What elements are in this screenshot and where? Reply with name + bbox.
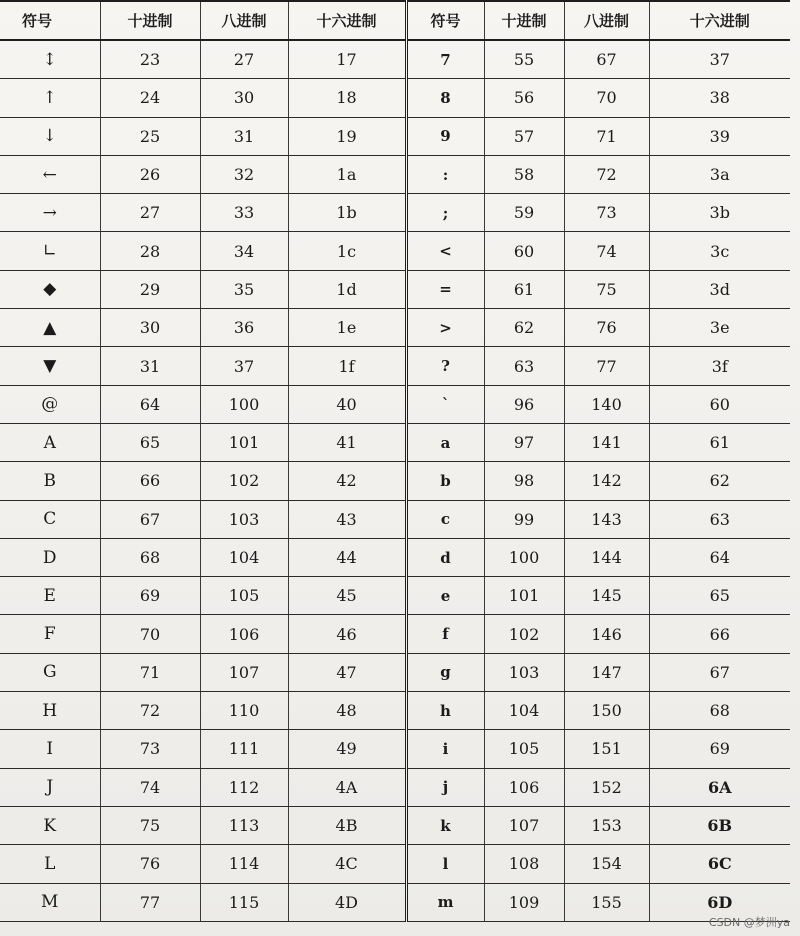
cell-dec-right: 104 bbox=[484, 692, 564, 730]
cell-oct-right: 155 bbox=[564, 883, 649, 921]
cell-sym-right: j bbox=[406, 768, 484, 806]
cell-oct-left: 37 bbox=[200, 347, 288, 385]
cell-sym-right: d bbox=[406, 538, 484, 576]
cell-hex-left: 45 bbox=[288, 577, 406, 615]
cell-oct-right: 145 bbox=[564, 577, 649, 615]
cell-sym-left: → bbox=[0, 194, 100, 232]
header-decimal-right: 十进制 bbox=[484, 1, 564, 40]
cell-sym-left: H bbox=[0, 692, 100, 730]
cell-hex-right: 39 bbox=[649, 117, 790, 155]
cell-hex-left: 1f bbox=[288, 347, 406, 385]
table-row bbox=[0, 615, 790, 653]
cell-dec-left: 64 bbox=[100, 385, 200, 423]
cell-sym-right: l bbox=[406, 845, 484, 883]
cell-hex-right: 60 bbox=[649, 385, 790, 423]
cell-dec-right: 103 bbox=[484, 653, 564, 691]
cell-sym-right: 7 bbox=[406, 40, 484, 79]
cell-hex-left: 1c bbox=[288, 232, 406, 270]
cell-hex-left: 40 bbox=[288, 385, 406, 423]
cell-sym-left: @ bbox=[0, 385, 100, 423]
cell-hex-right: 6C bbox=[649, 845, 790, 883]
header-hex-right: 十六进制 bbox=[649, 1, 790, 40]
table-row bbox=[0, 845, 790, 883]
cell-oct-left: 101 bbox=[200, 423, 288, 461]
cell-oct-right: 72 bbox=[564, 155, 649, 193]
cell-sym-left: K bbox=[0, 806, 100, 844]
cell-dec-left: 74 bbox=[100, 768, 200, 806]
table-row bbox=[0, 40, 790, 79]
table-row bbox=[0, 883, 790, 921]
cell-oct-left: 31 bbox=[200, 117, 288, 155]
cell-dec-right: 60 bbox=[484, 232, 564, 270]
cell-dec-left: 29 bbox=[100, 270, 200, 308]
cell-dec-left: 28 bbox=[100, 232, 200, 270]
cell-dec-left: 68 bbox=[100, 538, 200, 576]
cell-dec-right: 101 bbox=[484, 577, 564, 615]
cell-oct-right: 76 bbox=[564, 309, 649, 347]
cell-dec-right: 107 bbox=[484, 806, 564, 844]
cell-sym-right: h bbox=[406, 692, 484, 730]
cell-sym-right: g bbox=[406, 653, 484, 691]
table-row bbox=[0, 653, 790, 691]
cell-hex-left: 1e bbox=[288, 309, 406, 347]
cell-dec-right: 57 bbox=[484, 117, 564, 155]
cell-sym-right: ; bbox=[406, 194, 484, 232]
cell-dec-left: 67 bbox=[100, 500, 200, 538]
cell-sym-left: C bbox=[0, 500, 100, 538]
cell-sym-right: k bbox=[406, 806, 484, 844]
cell-hex-right: 37 bbox=[649, 40, 790, 79]
cell-oct-left: 100 bbox=[200, 385, 288, 423]
cell-sym-right: f bbox=[406, 615, 484, 653]
cell-hex-left: 44 bbox=[288, 538, 406, 576]
cell-hex-left: 41 bbox=[288, 423, 406, 461]
cell-dec-right: 102 bbox=[484, 615, 564, 653]
cell-sym-right: < bbox=[406, 232, 484, 270]
cell-oct-right: 153 bbox=[564, 806, 649, 844]
cell-sym-left: ← bbox=[0, 155, 100, 193]
cell-hex-left: 48 bbox=[288, 692, 406, 730]
cell-oct-left: 33 bbox=[200, 194, 288, 232]
cell-dec-left: 27 bbox=[100, 194, 200, 232]
cell-hex-right: 3c bbox=[649, 232, 790, 270]
cell-dec-left: 23 bbox=[100, 40, 200, 79]
cell-hex-left: 43 bbox=[288, 500, 406, 538]
cell-oct-right: 150 bbox=[564, 692, 649, 730]
watermark: CSDN @梦洲ya bbox=[708, 916, 790, 929]
cell-sym-right: > bbox=[406, 309, 484, 347]
cell-sym-left: ▼ bbox=[0, 347, 100, 385]
cell-hex-right: 3f bbox=[649, 347, 790, 385]
table-row bbox=[0, 500, 790, 538]
cell-hex-right: 66 bbox=[649, 615, 790, 653]
table-row bbox=[0, 806, 790, 844]
cell-oct-right: 77 bbox=[564, 347, 649, 385]
cell-hex-right: 68 bbox=[649, 692, 790, 730]
cell-dec-right: 59 bbox=[484, 194, 564, 232]
table-row bbox=[0, 423, 790, 461]
table-row bbox=[0, 194, 790, 232]
cell-oct-right: 140 bbox=[564, 385, 649, 423]
cell-sym-right: = bbox=[406, 270, 484, 308]
cell-sym-right: a bbox=[406, 423, 484, 461]
cell-sym-right: : bbox=[406, 155, 484, 193]
cell-sym-left: ∟ bbox=[0, 232, 100, 270]
cell-oct-left: 114 bbox=[200, 845, 288, 883]
cell-dec-right: 106 bbox=[484, 768, 564, 806]
cell-hex-left: 47 bbox=[288, 653, 406, 691]
cell-oct-left: 113 bbox=[200, 806, 288, 844]
cell-sym-left: ◆ bbox=[0, 270, 100, 308]
cell-oct-left: 106 bbox=[200, 615, 288, 653]
cell-hex-right: 62 bbox=[649, 462, 790, 500]
cell-hex-left: 4B bbox=[288, 806, 406, 844]
table-row bbox=[0, 462, 790, 500]
cell-oct-left: 115 bbox=[200, 883, 288, 921]
cell-dec-left: 72 bbox=[100, 692, 200, 730]
cell-hex-right: 63 bbox=[649, 500, 790, 538]
cell-sym-left: L bbox=[0, 845, 100, 883]
cell-hex-right: 65 bbox=[649, 577, 790, 615]
cell-oct-left: 110 bbox=[200, 692, 288, 730]
cell-dec-left: 71 bbox=[100, 653, 200, 691]
cell-hex-right: 38 bbox=[649, 79, 790, 117]
cell-sym-left: ↓ bbox=[0, 117, 100, 155]
cell-oct-right: 142 bbox=[564, 462, 649, 500]
cell-hex-right: 61 bbox=[649, 423, 790, 461]
cell-sym-left: A bbox=[0, 423, 100, 461]
cell-hex-left: 17 bbox=[288, 40, 406, 79]
cell-oct-left: 112 bbox=[200, 768, 288, 806]
cell-hex-right: 3b bbox=[649, 194, 790, 232]
table-header-row bbox=[0, 1, 790, 40]
cell-dec-right: 55 bbox=[484, 40, 564, 79]
cell-oct-right: 70 bbox=[564, 79, 649, 117]
table-row bbox=[0, 270, 790, 308]
cell-sym-left: ▲ bbox=[0, 309, 100, 347]
cell-hex-right: 3d bbox=[649, 270, 790, 308]
cell-sym-right: 8 bbox=[406, 79, 484, 117]
cell-dec-right: 100 bbox=[484, 538, 564, 576]
cell-oct-left: 36 bbox=[200, 309, 288, 347]
table-row bbox=[0, 577, 790, 615]
cell-dec-left: 30 bbox=[100, 309, 200, 347]
cell-dec-right: 96 bbox=[484, 385, 564, 423]
cell-oct-right: 143 bbox=[564, 500, 649, 538]
cell-oct-left: 30 bbox=[200, 79, 288, 117]
cell-sym-right: b bbox=[406, 462, 484, 500]
cell-dec-right: 97 bbox=[484, 423, 564, 461]
cell-hex-right: 6B bbox=[649, 806, 790, 844]
cell-hex-right: 3a bbox=[649, 155, 790, 193]
cell-oct-right: 144 bbox=[564, 538, 649, 576]
cell-sym-left: B bbox=[0, 462, 100, 500]
cell-sym-right: ` bbox=[406, 385, 484, 423]
cell-dec-left: 31 bbox=[100, 347, 200, 385]
cell-hex-left: 1a bbox=[288, 155, 406, 193]
cell-hex-left: 42 bbox=[288, 462, 406, 500]
cell-sym-left: G bbox=[0, 653, 100, 691]
cell-oct-left: 35 bbox=[200, 270, 288, 308]
cell-hex-left: 1b bbox=[288, 194, 406, 232]
cell-hex-left: 4A bbox=[288, 768, 406, 806]
cell-hex-right: 3e bbox=[649, 309, 790, 347]
header-decimal-left: 十进制 bbox=[100, 1, 200, 40]
table-row bbox=[0, 768, 790, 806]
cell-hex-right: 64 bbox=[649, 538, 790, 576]
cell-dec-left: 77 bbox=[100, 883, 200, 921]
cell-sym-right: i bbox=[406, 730, 484, 768]
cell-sym-left: ↕ bbox=[0, 40, 100, 79]
table-row bbox=[0, 309, 790, 347]
cell-hex-left: 4C bbox=[288, 845, 406, 883]
cell-oct-left: 104 bbox=[200, 538, 288, 576]
cell-sym-left: F bbox=[0, 615, 100, 653]
header-hex-left: 十六进制 bbox=[288, 1, 406, 40]
cell-dec-right: 109 bbox=[484, 883, 564, 921]
cell-oct-left: 105 bbox=[200, 577, 288, 615]
cell-dec-right: 99 bbox=[484, 500, 564, 538]
table-row bbox=[0, 538, 790, 576]
cell-oct-right: 152 bbox=[564, 768, 649, 806]
header-symbol-left: 符号 bbox=[0, 1, 100, 40]
cell-oct-left: 27 bbox=[200, 40, 288, 79]
cell-oct-right: 67 bbox=[564, 40, 649, 79]
cell-oct-right: 147 bbox=[564, 653, 649, 691]
cell-dec-right: 108 bbox=[484, 845, 564, 883]
cell-dec-left: 76 bbox=[100, 845, 200, 883]
cell-oct-left: 102 bbox=[200, 462, 288, 500]
cell-sym-left: M bbox=[0, 883, 100, 921]
cell-sym-left: ↑ bbox=[0, 79, 100, 117]
cell-sym-right: m bbox=[406, 883, 484, 921]
cell-sym-left: I bbox=[0, 730, 100, 768]
cell-oct-right: 154 bbox=[564, 845, 649, 883]
cell-dec-left: 69 bbox=[100, 577, 200, 615]
cell-dec-right: 56 bbox=[484, 79, 564, 117]
cell-hex-right: 6A bbox=[649, 768, 790, 806]
cell-hex-left: 4D bbox=[288, 883, 406, 921]
cell-oct-right: 141 bbox=[564, 423, 649, 461]
cell-dec-right: 98 bbox=[484, 462, 564, 500]
cell-hex-left: 19 bbox=[288, 117, 406, 155]
table-row bbox=[0, 117, 790, 155]
cell-dec-left: 73 bbox=[100, 730, 200, 768]
cell-dec-right: 105 bbox=[484, 730, 564, 768]
cell-oct-right: 74 bbox=[564, 232, 649, 270]
cell-dec-right: 58 bbox=[484, 155, 564, 193]
cell-hex-left: 49 bbox=[288, 730, 406, 768]
cell-oct-left: 32 bbox=[200, 155, 288, 193]
table-row bbox=[0, 730, 790, 768]
cell-sym-left: J bbox=[0, 768, 100, 806]
cell-hex-left: 18 bbox=[288, 79, 406, 117]
cell-dec-left: 25 bbox=[100, 117, 200, 155]
table-row bbox=[0, 155, 790, 193]
cell-hex-left: 1d bbox=[288, 270, 406, 308]
table-body bbox=[0, 40, 790, 921]
cell-dec-left: 24 bbox=[100, 79, 200, 117]
cell-oct-left: 103 bbox=[200, 500, 288, 538]
cell-dec-right: 61 bbox=[484, 270, 564, 308]
cell-sym-right: c bbox=[406, 500, 484, 538]
cell-oct-right: 146 bbox=[564, 615, 649, 653]
header-octal-right: 八进制 bbox=[564, 1, 649, 40]
cell-dec-left: 66 bbox=[100, 462, 200, 500]
cell-oct-right: 71 bbox=[564, 117, 649, 155]
cell-dec-left: 26 bbox=[100, 155, 200, 193]
cell-oct-right: 73 bbox=[564, 194, 649, 232]
table-row bbox=[0, 232, 790, 270]
cell-sym-left: D bbox=[0, 538, 100, 576]
cell-dec-left: 75 bbox=[100, 806, 200, 844]
cell-dec-left: 70 bbox=[100, 615, 200, 653]
cell-dec-right: 63 bbox=[484, 347, 564, 385]
cell-sym-right: e bbox=[406, 577, 484, 615]
table-row bbox=[0, 385, 790, 423]
cell-oct-left: 111 bbox=[200, 730, 288, 768]
cell-oct-left: 107 bbox=[200, 653, 288, 691]
table-row bbox=[0, 347, 790, 385]
cell-oct-right: 75 bbox=[564, 270, 649, 308]
cell-oct-right: 151 bbox=[564, 730, 649, 768]
header-octal-left: 八进制 bbox=[200, 1, 288, 40]
cell-hex-right: 6D bbox=[649, 883, 790, 921]
cell-hex-right: 69 bbox=[649, 730, 790, 768]
cell-sym-right: 9 bbox=[406, 117, 484, 155]
table-row bbox=[0, 79, 790, 117]
cell-sym-left: E bbox=[0, 577, 100, 615]
cell-dec-left: 65 bbox=[100, 423, 200, 461]
header-symbol-right: 符号 bbox=[406, 1, 484, 40]
cell-hex-left: 46 bbox=[288, 615, 406, 653]
table-row bbox=[0, 692, 790, 730]
cell-hex-right: 67 bbox=[649, 653, 790, 691]
cell-sym-right: ? bbox=[406, 347, 484, 385]
cell-dec-right: 62 bbox=[484, 309, 564, 347]
cell-oct-left: 34 bbox=[200, 232, 288, 270]
